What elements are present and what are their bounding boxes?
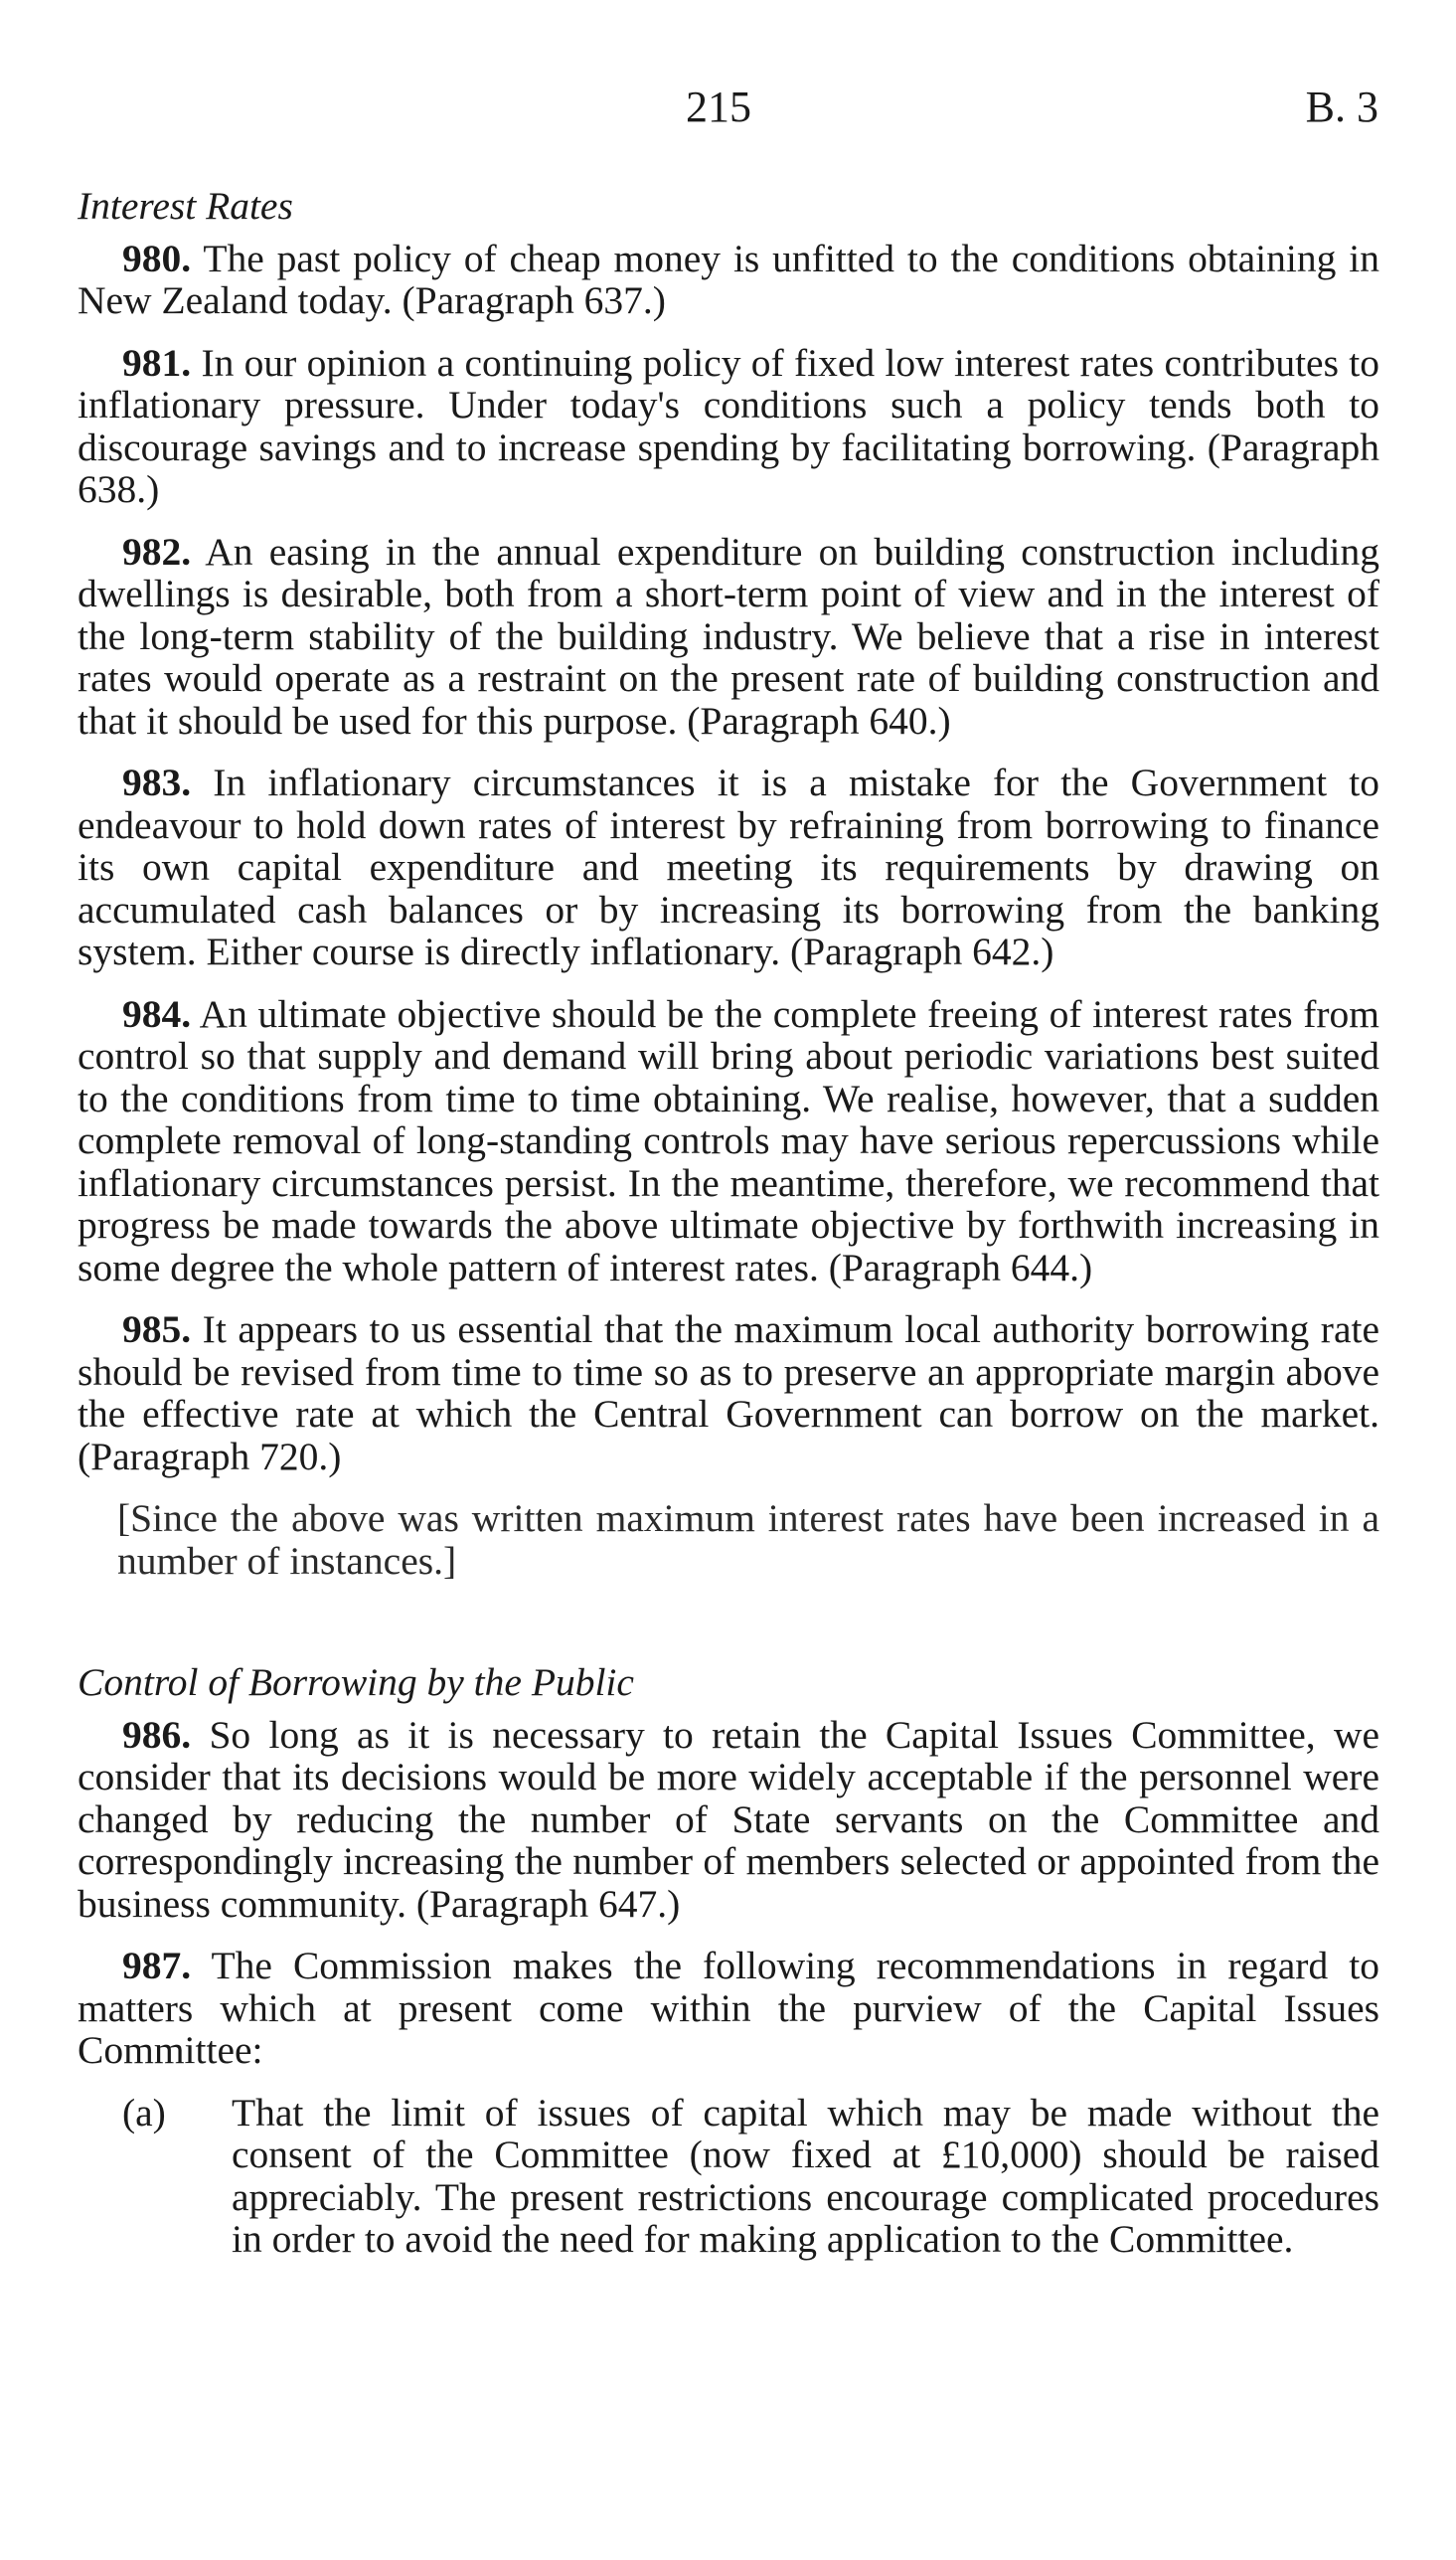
document-reference: B. 3: [1305, 83, 1378, 131]
subitem-label: (a): [122, 2090, 166, 2134]
paragraph-number: 985.: [122, 1307, 192, 1351]
paragraph-980: [78, 238, 1379, 322]
paragraph-text: In our opinion a continuing policy of fixed low interest rates contributes to inflationary pressure. Under today's conditions such a policy tends both to discourage savings and to increase spending by facilitating borrowing. (Paragraph 638.): [78, 340, 1379, 511]
paragraph-text: An easing in the annual expenditure on building construction including dwellings is desirable, both from a short-term point of view and in the interest of the long-term stability of the building industry. We believe that a rise in interest rates would operate as a restraint on the present rate of building construction and that it should be used for this purpose. (Paragraph 640.): [78, 529, 1379, 743]
section-heading-control-of-borrowing: Control of Borrowing by the Public: [78, 1660, 634, 1704]
paragraph-number: 984.: [122, 991, 192, 1036]
subitem-a: [122, 2092, 1379, 2261]
paragraph-number: 982.: [122, 529, 192, 574]
bracketed-note: [Since the above was written maximum interest rates have been increased in a number of instances.]: [117, 1496, 1379, 1583]
paragraph-number: 983.: [122, 761, 192, 804]
paragraph-number: 980.: [122, 236, 192, 280]
page-content: [78, 185, 1379, 2261]
page-number: 215: [686, 83, 751, 131]
paragraph-number: 987.: [122, 1944, 192, 1987]
paragraph-text: It appears to us essential that the maximum local authority borrowing rate should be revised from time to time so as to preserve an appropriate margin above the effective rate at which the Central Government can borrow on the market. (Paragraph 720.): [78, 1307, 1379, 1478]
section-spacer: [78, 1602, 1379, 1661]
paragraph-text: The past policy of cheap money is unfitted to the conditions obtaining in New Zealand today. (Paragraph 637.): [78, 236, 1379, 322]
paragraph-number: 981.: [122, 340, 192, 385]
paragraph-number: 986.: [122, 1712, 192, 1757]
paragraph-text: The Commission makes the following recommendations in regard to matters which at present come within the purview of the Capital Issues Committee:: [78, 1944, 1379, 2072]
paragraph-984: [78, 993, 1379, 1289]
paragraph-text: An ultimate objective should be the complete freeing of interest rates from control so that supply and demand will bring about periodic variations best suited to the conditions from time to time obtaining. We realise, however, that a sudden complete removal of long-standing controls may have serious repercussions while inflationary circumstances persist. In the meantime, therefore, we recommend that progress be made towards the above ultimate objective by forthwith increasing in some degree the whole pattern of interest rates. (Paragraph 644.): [78, 991, 1379, 1289]
paragraph-983: [78, 762, 1379, 973]
subitem-text: That the limit of issues of capital which may be made without the consent of the Committee (now fixed at £10,000) should be raised appreciably. The present restrictions encourage complicated procedures in order to avoid the need for making application to the Committee.: [232, 2090, 1379, 2261]
paragraph-text: In inflationary circumstances it is a mistake for the Government to endeavour to hold down rates of interest by refraining from borrowing to finance its own capital expenditure and meeting its requirements by drawing on accumulated cash balances or by increasing its borrowing from the banking system. Either course is directly inflationary. (Paragraph 642.): [78, 761, 1379, 973]
paragraph-985: [78, 1308, 1379, 1477]
paragraph-986: [78, 1714, 1379, 1926]
section-heading-interest-rates: Interest Rates: [78, 184, 293, 228]
paragraph-987: [78, 1945, 1379, 2072]
paragraph-982: [78, 531, 1379, 743]
paragraph-text: So long as it is necessary to retain the Capital Issues Committee, we consider that its decisions would be more widely acceptable if the personnel were changed by reducing the number of State servants on the Committee and correspondingly increasing the number of members selected or appointed from the business community. (Paragraph 647.): [78, 1712, 1379, 1926]
paragraph-981: [78, 342, 1379, 511]
